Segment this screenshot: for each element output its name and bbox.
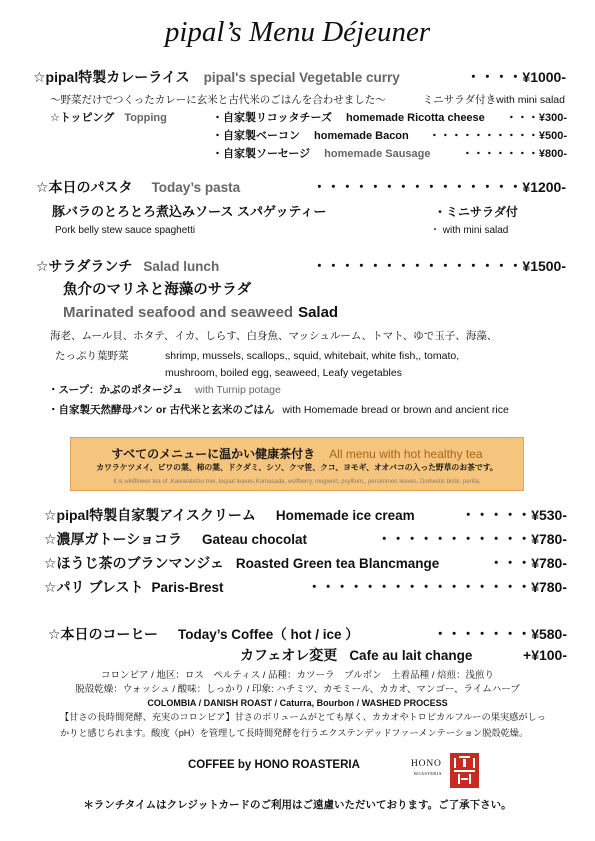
- coffee-description-1: 【甘さの長時間発酵、充実のコロンビア】甘さのボリュームがとても厚く、カカオやトロピカルフルーの果実感がしっ: [60, 712, 546, 722]
- topping-name-en: homemade Sausage: [324, 148, 431, 160]
- topping-price: ¥500-: [538, 130, 567, 142]
- topping-label: ☆トッピング: [50, 112, 115, 124]
- pasta-dish-side: ・ミニサラダ付: [434, 205, 518, 219]
- salad-ingredients-jp: 海老、ムール貝、ホタテ、イカ、しらす、白身魚、マッシュルーム、トマト、ゆで玉子、海藻、: [50, 330, 498, 342]
- salad-bread-row: [48, 405, 509, 416]
- pasta-name: ☆本日のパスタ: [36, 179, 133, 195]
- curry-leader: ・・・・: [466, 70, 523, 84]
- pasta-leader: ・・・・・・・・・・・・・・・: [312, 180, 523, 194]
- curry-name: ☆pipal特製カレーライス: [33, 69, 190, 85]
- topping-label-en: Topping: [124, 112, 167, 124]
- dessert-price: ¥780-: [531, 579, 567, 595]
- cafe-au-lait-option: カフェオレ変更: [240, 647, 338, 663]
- coffee-name-en: Today’s Coffee（ hot / ice ）: [178, 627, 359, 642]
- dessert-leader: ・・・・・: [461, 508, 532, 522]
- dessert-price: ¥530-: [531, 507, 567, 523]
- dessert-name-en: Gateau chocolat: [202, 532, 308, 547]
- tea-ingredients-jp: カワラケツメイ、ビワの葉、柿の葉、ドクダミ、シソ、クマ笹、クコ、ヨモギ、オオバコの入った野草のお茶です。: [96, 463, 498, 472]
- tea-ingredients-en: It is wildflower tea of ,Kawaratetsu mei, loquat leaves,Kumasada, wolfberry, mugwort, psyllium,, persimmon leaves, Domestic birds, perilla,: [113, 479, 481, 485]
- salad-dish: 魚介のマリネと海藻のサラダ: [63, 282, 252, 298]
- curry-note-side: ミニサラダ付きwith mini salad: [422, 94, 565, 106]
- salad-ingredients-en-2: mushroom, boiled egg, seaweed, Leafy vegetables: [165, 367, 402, 379]
- cafe-au-lait-option-en: Cafe au lait change: [349, 648, 473, 663]
- pasta-dish-en-side: ・ with mini salad: [430, 225, 509, 236]
- dessert-name-en: Homemade ice cream: [275, 508, 415, 523]
- hono-roasteria-mark-icon: [450, 753, 479, 788]
- topping-leader: ・・・・・・・・・・: [428, 131, 539, 142]
- topping-leader: ・・・: [505, 113, 539, 124]
- tea-headline-row: [71, 448, 523, 460]
- dessert-name: ☆pipal特製自家製アイスクリーム: [44, 507, 256, 523]
- pasta-dish: 豚バラのとろとろ煮込みソース スパゲッティー: [52, 204, 327, 219]
- coffee-price: ¥580-: [531, 626, 567, 642]
- dessert-row-blancmange: [44, 556, 567, 571]
- dessert-row-paris-brest: [44, 580, 567, 595]
- curry-row: [33, 70, 566, 85]
- salad-bread: ・自家製天然酵母パン or 古代米と玄米のごはん: [48, 404, 275, 416]
- salad-name: ☆サラダランチ: [36, 258, 133, 274]
- pasta-dish-en: Pork belly stew sauce spaghetti: [55, 225, 196, 236]
- topping-name: ・自家製ベーコン: [212, 130, 300, 142]
- salad-price: ¥1500-: [522, 258, 566, 274]
- topping-row-bacon: [212, 131, 567, 142]
- topping-label-row: [50, 113, 167, 124]
- credit-card-notice: ＊ランチタイムはクレジットカードのご利用はご遠慮いただいております。ご了承下さい。: [83, 799, 512, 811]
- cafe-au-lait-row: [240, 648, 567, 663]
- dessert-name: ☆ほうじ茶のブランマンジェ: [44, 555, 224, 571]
- cafe-au-lait-price: +¥100-: [523, 647, 567, 663]
- topping-name-en: homemade Ricotta cheese: [346, 112, 485, 124]
- roaster-logo-name: HONO: [411, 759, 442, 769]
- topping-price: ¥800-: [538, 148, 567, 160]
- coffee-description-2: かりと感じられます。酸度（pH）を管理して長時間発酵を行うエクステンデッドファーメンテーション脱殻乾燥。: [60, 728, 529, 738]
- tea-headline: すべてのメニューに温かい健康茶付き: [111, 447, 316, 461]
- salad-dish-en-tail: Salad: [298, 304, 339, 321]
- salad-ingredients-en-1: shrimp, mussels, scallops,, squid, whitebait, white fish,, tomato,: [165, 350, 460, 362]
- coffee-details-2: 脱殻乾燥：ウォッシュ / 酸味：しっかり / 印象: ハチミツ、カモミール、カカオ、マンゴー、ライムハーブ: [75, 684, 520, 695]
- dessert-leader: ・・・・・・・・・・・・・・・・: [307, 580, 532, 594]
- salad-soup: ・スープ：かぶのポタージュ: [48, 384, 184, 396]
- salad-name-en: Salad lunch: [143, 259, 220, 274]
- dessert-price: ¥780-: [531, 531, 567, 547]
- tea-headline-en: All menu with hot healthy tea: [329, 447, 483, 461]
- topping-row-ricotta: [212, 113, 567, 124]
- salad-soup-row: [48, 385, 281, 396]
- dessert-leader: ・・・・・・・・・・・: [377, 532, 532, 546]
- coffee-name: ☆本日のコーヒー: [48, 626, 158, 642]
- topping-row-sausage: [212, 149, 567, 160]
- salad-soup-en: with Turnip potage: [195, 384, 281, 396]
- salad-leader: ・・・・・・・・・・・・・・・: [312, 259, 523, 273]
- dessert-name-en: Roasted Green tea Blancmange: [235, 556, 440, 571]
- topping-name: ・自家製ソーセージ: [212, 148, 311, 160]
- topping-name-en: homemade Bacon: [314, 130, 409, 142]
- pasta-row: [36, 180, 566, 195]
- topping-price: ¥300-: [538, 112, 567, 124]
- curry-price: ¥1000-: [522, 69, 566, 85]
- dessert-leader: ・・・: [489, 556, 532, 570]
- curry-note: 〜野菜だけでつくったカレーに玄米と古代米のごはんを合わせました〜: [50, 94, 386, 106]
- dessert-name: ☆パリ ブレスト: [44, 579, 144, 595]
- curry-name-en: pipal's special Vegetable curry: [203, 70, 400, 85]
- dessert-name: ☆濃厚ガトーショコラ: [44, 531, 182, 547]
- roaster-logo-sub: ROASTERIA: [414, 771, 442, 776]
- curry-note-row: [50, 95, 565, 106]
- salad-row: [36, 259, 566, 274]
- coffee-details-1: コロンビア / 地区：ロス ペルティス / 品種：カツーラ ブルボン 土着品種 / 焙煎：浅煎り: [100, 670, 495, 681]
- pasta-name-en: Today’s pasta: [151, 180, 241, 195]
- healthy-tea-box: [70, 437, 524, 491]
- salad-bread-en: with Homemade bread or brown and ancient rice: [282, 404, 509, 416]
- topping-name: ・自家製リコッタチーズ: [212, 112, 333, 124]
- dessert-row-gateau: [44, 532, 567, 547]
- dessert-name-en: Paris-Brest: [151, 580, 224, 595]
- menu-title: pipal’s Menu Déjeuner: [164, 16, 431, 48]
- salad-ingredients-jp-2: たっぷり葉野菜: [55, 350, 129, 362]
- salad-dish-en: Marinated seafood and seaweed: [63, 304, 294, 321]
- pasta-price: ¥1200-: [522, 179, 566, 195]
- topping-leader: ・・・・・・・: [461, 149, 539, 160]
- dessert-price: ¥780-: [531, 555, 567, 571]
- dessert-row-ice-cream: [44, 508, 567, 523]
- coffee-details-en: COLOMBIA / DANISH ROAST / Caturra, Bourbon / WASHED PROCESS: [147, 698, 448, 708]
- salad-dish-en-row: [63, 305, 338, 320]
- coffee-leader: ・・・・・・・: [433, 627, 532, 641]
- roaster-credit: COFFEE by HONO ROASTERIA: [188, 759, 360, 771]
- coffee-row: [48, 627, 567, 642]
